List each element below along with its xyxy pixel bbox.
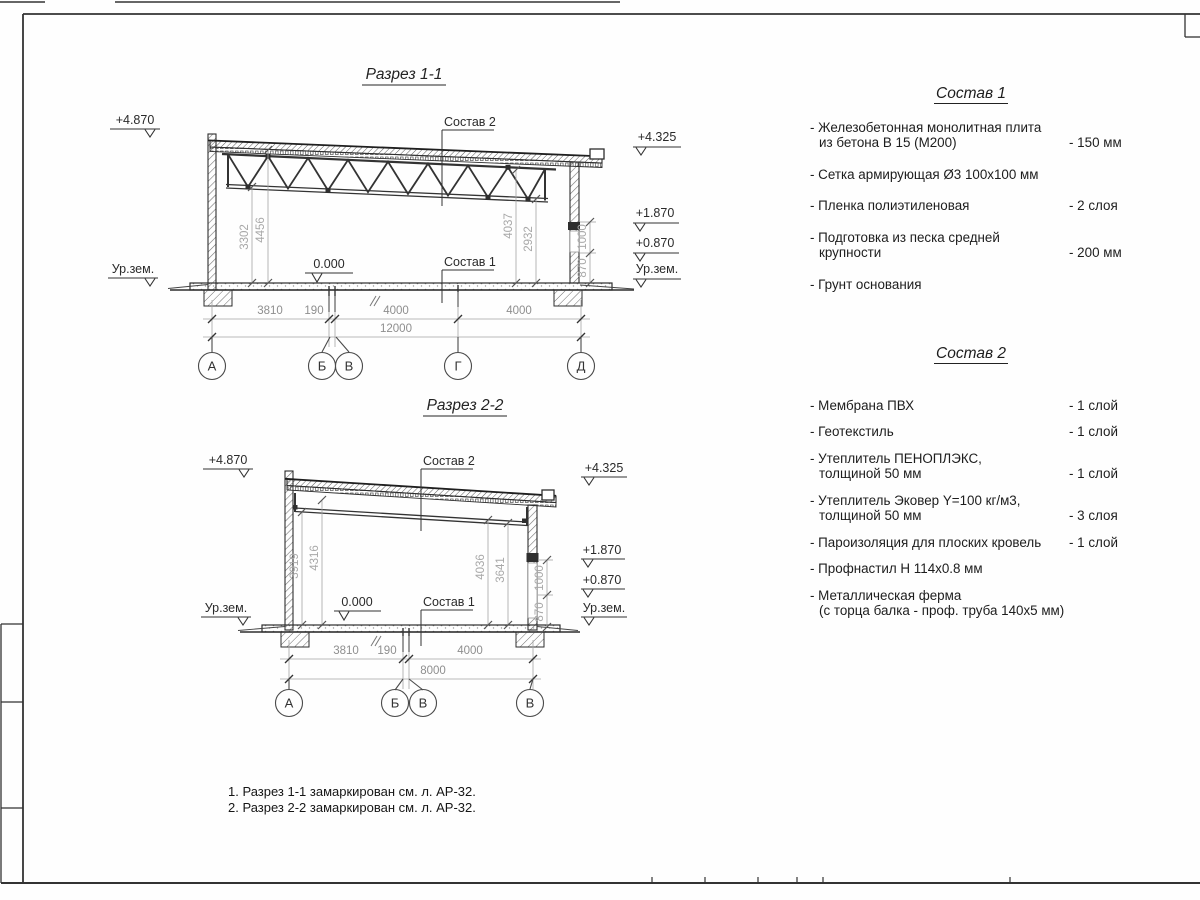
axis-label: Б bbox=[390, 695, 400, 711]
material-name-cont: (с торца балка - проф. труба 140х5 мм) bbox=[819, 603, 1065, 618]
material-value: - 150 мм bbox=[1069, 135, 1122, 150]
elevation-label: Ур.зем. bbox=[204, 601, 248, 615]
zero-level-label: 0.000 bbox=[313, 257, 345, 271]
elevation-label: Ур.зем. bbox=[582, 601, 626, 615]
material-item bbox=[810, 277, 1132, 293]
material-name: - Железобетонная монолитная плита bbox=[810, 119, 1042, 135]
bottom-dims-1 bbox=[199, 292, 595, 380]
material-item bbox=[810, 398, 1132, 414]
roof-layers-label: Состав 2 bbox=[423, 454, 475, 468]
dim-label: 870 bbox=[577, 258, 589, 278]
elevation-label: Ур.зем. bbox=[635, 262, 679, 276]
material-item bbox=[810, 588, 1132, 619]
dim-label: 8000 bbox=[420, 665, 446, 677]
wall-left bbox=[208, 134, 216, 290]
dim-label: 4316 bbox=[309, 545, 321, 571]
dim-label: 1000 bbox=[577, 224, 589, 250]
elevation-label: +1.870 bbox=[635, 206, 675, 220]
material-item bbox=[810, 535, 1132, 551]
axis-label: Б bbox=[317, 358, 327, 374]
material-name: - Геотекстиль bbox=[810, 424, 894, 439]
material-item bbox=[810, 424, 1132, 440]
material-name-cont: толщиной 50 мм bbox=[819, 508, 922, 523]
foundation-right bbox=[516, 632, 544, 647]
material-item bbox=[810, 120, 1132, 151]
dim-label: 3810 bbox=[257, 305, 283, 317]
section-1-1-drawing bbox=[108, 66, 681, 380]
material-value: - 1 слой bbox=[1069, 397, 1118, 413]
dim-label: 3919 bbox=[289, 553, 301, 579]
dim-label: 12000 bbox=[380, 323, 412, 335]
material-name: - Пленка полиэтиленовая bbox=[810, 198, 970, 213]
section-2-2-drawing bbox=[201, 397, 627, 717]
axis-label: Д bbox=[576, 358, 586, 374]
dim-label: 1000 bbox=[534, 565, 546, 591]
material-item bbox=[810, 230, 1132, 261]
material-name-cont: из бетона В 15 (М200) bbox=[819, 135, 957, 150]
composition-1-title: Состав 1 bbox=[936, 85, 1006, 102]
dim-label: 3810 bbox=[333, 645, 359, 657]
dim-label: 870 bbox=[534, 602, 546, 622]
floor-slab bbox=[262, 625, 560, 632]
material-value: - 200 мм bbox=[1069, 245, 1122, 260]
elevation-label: +4.870 bbox=[208, 453, 248, 467]
material-value: - 1 слой bbox=[1069, 534, 1118, 550]
elevation-label: +4.325 bbox=[637, 130, 677, 144]
material-name-cont: толщиной 50 мм bbox=[819, 466, 922, 481]
material-value: - 2 слоя bbox=[1069, 198, 1118, 213]
material-value: - 1 слой bbox=[1069, 466, 1118, 481]
floor-layers-label: Состав 1 bbox=[444, 255, 496, 269]
elevation-label: +0.870 bbox=[582, 573, 622, 587]
composition-1-block bbox=[810, 86, 1132, 308]
dim-label: 2932 bbox=[523, 226, 535, 252]
composition-2-title: Состав 2 bbox=[936, 345, 1006, 362]
elevation-marks-1 bbox=[108, 113, 681, 287]
material-item bbox=[810, 493, 1132, 524]
roof-end-beam bbox=[542, 490, 554, 500]
elevation-label: +1.870 bbox=[582, 543, 622, 557]
composition-2-block bbox=[810, 346, 1132, 630]
note-line: 2. Разрез 2-2 замаркирован см. л. АР-32. bbox=[228, 800, 476, 815]
material-name: - Профнастил Н 114х0.8 мм bbox=[810, 561, 983, 576]
material-name: - Грунт основания bbox=[810, 276, 922, 292]
dim-label: 190 bbox=[377, 645, 397, 657]
zero-level-label: 0.000 bbox=[341, 595, 373, 609]
axis-label: В bbox=[344, 358, 354, 374]
axis-label: В bbox=[418, 695, 428, 711]
material-name: - Утеплитель ПЕНОПЛЭКС, bbox=[810, 450, 982, 466]
wall-left bbox=[285, 471, 293, 630]
axis-label: В bbox=[525, 695, 535, 711]
material-name: - Металлическая ферма bbox=[810, 587, 962, 603]
dim-label: 4036 bbox=[475, 554, 487, 580]
layer-leaders-1 bbox=[305, 115, 496, 303]
material-name: - Сетка армирующая Ø3 100х100 мм bbox=[810, 166, 1039, 182]
interior-dims-1 bbox=[239, 146, 596, 287]
roof-end-beam bbox=[590, 149, 604, 159]
foundation-left bbox=[281, 632, 309, 647]
foundation-left bbox=[204, 290, 232, 306]
material-item bbox=[810, 451, 1132, 482]
material-value: - 3 слоя bbox=[1069, 508, 1118, 523]
material-item bbox=[810, 561, 1132, 577]
material-value: - 1 слой bbox=[1069, 424, 1118, 439]
section1-title: Разрез 1-1 bbox=[365, 66, 443, 83]
elevation-label: Ур.зем. bbox=[111, 262, 155, 276]
note-line: 1. Разрез 1-1 замаркирован см. л. АР-32. bbox=[228, 784, 476, 799]
dim-label: 190 bbox=[304, 305, 324, 317]
elevation-label: +4.325 bbox=[584, 461, 624, 475]
dim-label: 3641 bbox=[495, 557, 507, 583]
floor-layers-label: Состав 1 bbox=[423, 595, 475, 609]
roof-layers-label: Состав 2 bbox=[444, 115, 496, 129]
notes bbox=[228, 784, 476, 816]
elevation-label: +0.870 bbox=[635, 236, 675, 250]
axis-label: Г bbox=[454, 358, 462, 374]
material-name: - Пароизоляция для плоских кровель bbox=[810, 534, 1042, 550]
material-name: - Мембрана ПВХ bbox=[810, 397, 915, 413]
elevation-marks-2 bbox=[201, 453, 627, 625]
dim-label: 4000 bbox=[383, 305, 409, 317]
dim-label: 4456 bbox=[255, 217, 267, 243]
axis-label: А bbox=[207, 358, 217, 374]
dim-label: 4000 bbox=[506, 305, 532, 317]
material-name: - Утеплитель Эковер Y=100 кг/м3, bbox=[810, 492, 1021, 508]
axis-label: А bbox=[284, 695, 294, 711]
dim-label: 4000 bbox=[457, 645, 483, 657]
floor-slab bbox=[190, 283, 612, 290]
material-name: - Подготовка из песка средней bbox=[810, 229, 1000, 245]
material-name-cont: крупности bbox=[819, 245, 882, 260]
dim-label: 4037 bbox=[503, 213, 515, 239]
section2-title: Разрез 2-2 bbox=[426, 397, 504, 414]
material-item bbox=[810, 198, 1132, 214]
foundation-right bbox=[554, 290, 582, 306]
elevation-label: +4.870 bbox=[115, 113, 155, 127]
material-item bbox=[810, 167, 1132, 183]
dim-label: 3302 bbox=[239, 224, 251, 250]
